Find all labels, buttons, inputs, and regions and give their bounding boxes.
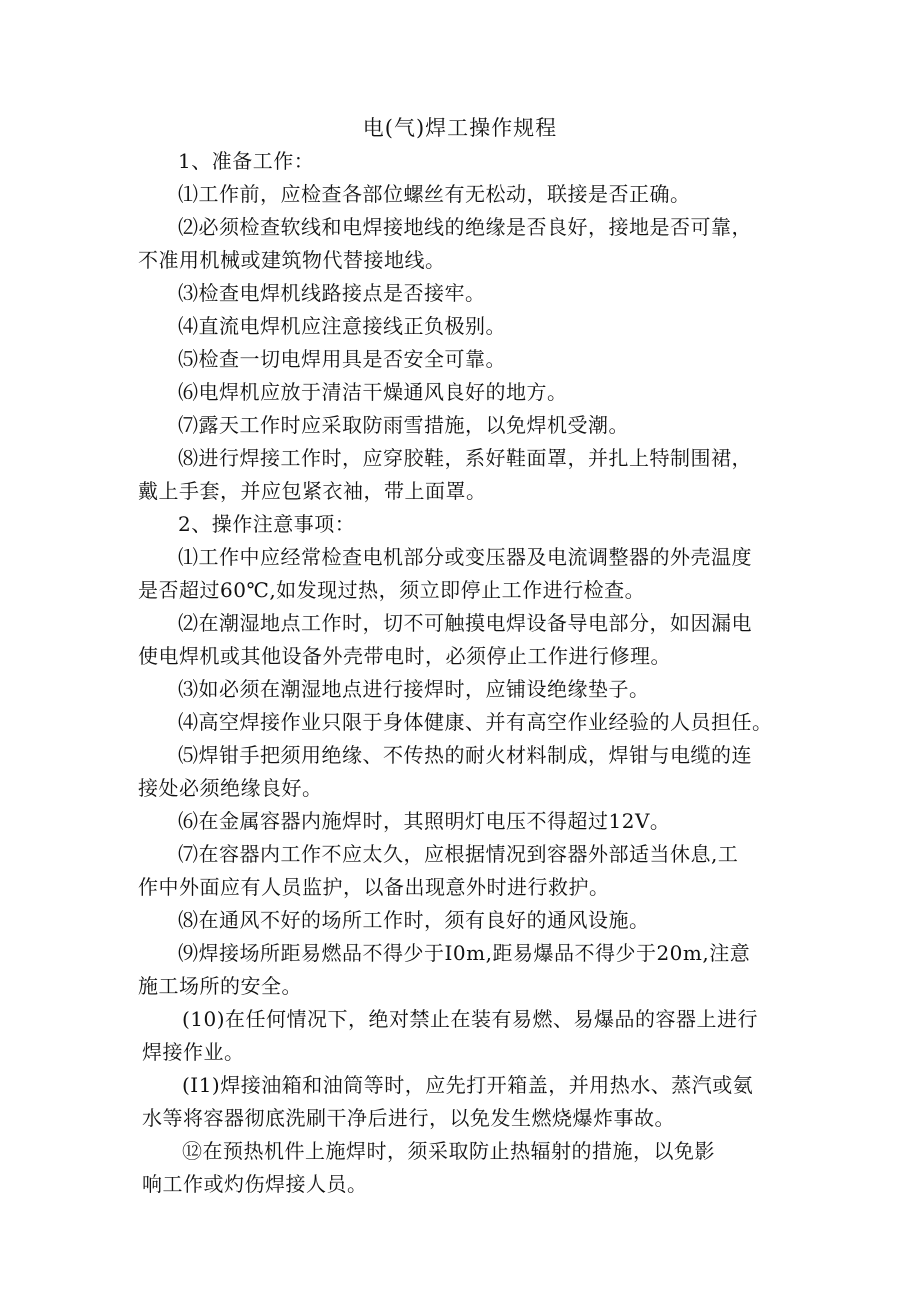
item-line-continued: 水等将容器彻底洗刷干净后进行，以免发生燃烧爆炸事故。 bbox=[142, 1106, 675, 1130]
item-line-continued: 使电焊机或其他设备外壳带电时，必须停止工作进行修理。 bbox=[138, 644, 671, 668]
item-line-continued: 不准用机械或建筑物代替接地线。 bbox=[138, 248, 446, 272]
item-line: ⑹在金属容器内施焊时，其照明灯电压不得超过12V。 bbox=[178, 809, 671, 833]
section-1-item-2 bbox=[138, 211, 798, 277]
section-2-item-12 bbox=[138, 1135, 798, 1201]
section-1-item-8 bbox=[138, 442, 798, 508]
section-2-item-6 bbox=[138, 805, 798, 838]
item-line-continued: 响工作或灼伤焊接人员。 bbox=[142, 1172, 368, 1196]
section-2-item-4 bbox=[138, 706, 798, 739]
item-line: ⑺露天工作时应采取防雨雪措施，以免焊机受潮。 bbox=[178, 413, 629, 437]
item-line: (10)在任何情况下，绝对禁止在装有易燃、易爆品的容器上进行 bbox=[182, 1007, 759, 1031]
section-2-item-1 bbox=[138, 541, 798, 607]
item-line: ⑵必须检查软线和电焊接地线的绝缘是否良好，接地是否可靠， bbox=[178, 215, 752, 239]
document-body bbox=[138, 145, 798, 1201]
document-title: 电(气)焊工操作规程 bbox=[362, 116, 558, 140]
item-line: ⑶如必须在潮湿地点进行接焊时，应铺设绝缘垫子。 bbox=[178, 677, 650, 701]
section-1-item-7 bbox=[138, 409, 798, 442]
item-line: ⑻在通风不好的场所工作时，须有良好的通风设施。 bbox=[178, 908, 650, 932]
item-line: ⑷直流电焊机应注意接线正负极别。 bbox=[178, 314, 506, 338]
section-2-item-8 bbox=[138, 904, 798, 937]
item-line: ⑺在容器内工作不应太久，应根据情况到容器外部适当休息,工 bbox=[178, 842, 739, 866]
item-line: ⑵在潮湿地点工作时，切不可触摸电焊设备导电部分，如因漏电 bbox=[178, 611, 752, 635]
item-line: ⑫在预热机件上施焊时，须采取防止热辐射的措施，以免影 bbox=[182, 1139, 715, 1163]
section-2-item-11 bbox=[138, 1069, 798, 1135]
section-2-item-7 bbox=[138, 838, 798, 904]
item-line-continued: 接处必须绝缘良好。 bbox=[138, 776, 323, 800]
item-line: ⑴工作前，应检查各部位螺丝有无松动，联接是否正确。 bbox=[178, 182, 691, 206]
section-2-heading: 2、操作注意事项： bbox=[178, 512, 356, 536]
item-line-continued: 戴上手套，并应包紧衣袖，带上面罩。 bbox=[138, 479, 487, 503]
section-2-item-3 bbox=[138, 673, 798, 706]
item-line: ⑷高空焊接作业只限于身体健康、并有高空作业经验的人员担任。 bbox=[178, 710, 773, 734]
item-line: (I1)焊接油箱和油筒等时，应先打开箱盖，并用热水、蒸汽或氨 bbox=[182, 1073, 754, 1097]
item-line: ⑴工作中应经常检查电机部分或变压器及电流调整器的外壳温度 bbox=[178, 545, 752, 569]
item-line-continued: 作中外面应有人员监护，以备出现意外时进行救护。 bbox=[138, 875, 610, 899]
item-line: ⑸焊钳手把须用绝缘、不传热的耐火材料制成，焊钳与电缆的连 bbox=[178, 743, 752, 767]
item-line: ⑸检查一切电焊用具是否安全可靠。 bbox=[178, 347, 506, 371]
section-2-item-10 bbox=[138, 1003, 798, 1069]
item-line: ⑼焊接场所距易燃品不得少于I0m,距易爆品不得少于20m,注意 bbox=[178, 941, 751, 965]
section-2-item-5 bbox=[138, 739, 798, 805]
section-2-item-9 bbox=[138, 937, 798, 1003]
item-line-continued: 是否超过60℃,如发现过热，须立即停止工作进行检查。 bbox=[138, 578, 646, 602]
section-1-heading: 1、准备工作： bbox=[178, 149, 315, 173]
item-line: ⑶检查电焊机线路接点是否接牢。 bbox=[178, 281, 486, 305]
section-1-item-5 bbox=[138, 343, 798, 376]
item-line: ⑹电焊机应放于清洁干燥通风良好的地方。 bbox=[178, 380, 568, 404]
section-1-item-3 bbox=[138, 277, 798, 310]
section-1-item-6 bbox=[138, 376, 798, 409]
section-1-item-1 bbox=[138, 178, 798, 211]
section-1-item-4 bbox=[138, 310, 798, 343]
item-line: ⑻进行焊接工作时，应穿胶鞋，系好鞋面罩，并扎上特制围裙， bbox=[178, 446, 752, 470]
item-line-continued: 焊接作业。 bbox=[142, 1040, 245, 1064]
item-line-continued: 施工场所的安全。 bbox=[138, 974, 302, 998]
section-2-item-2 bbox=[138, 607, 798, 673]
